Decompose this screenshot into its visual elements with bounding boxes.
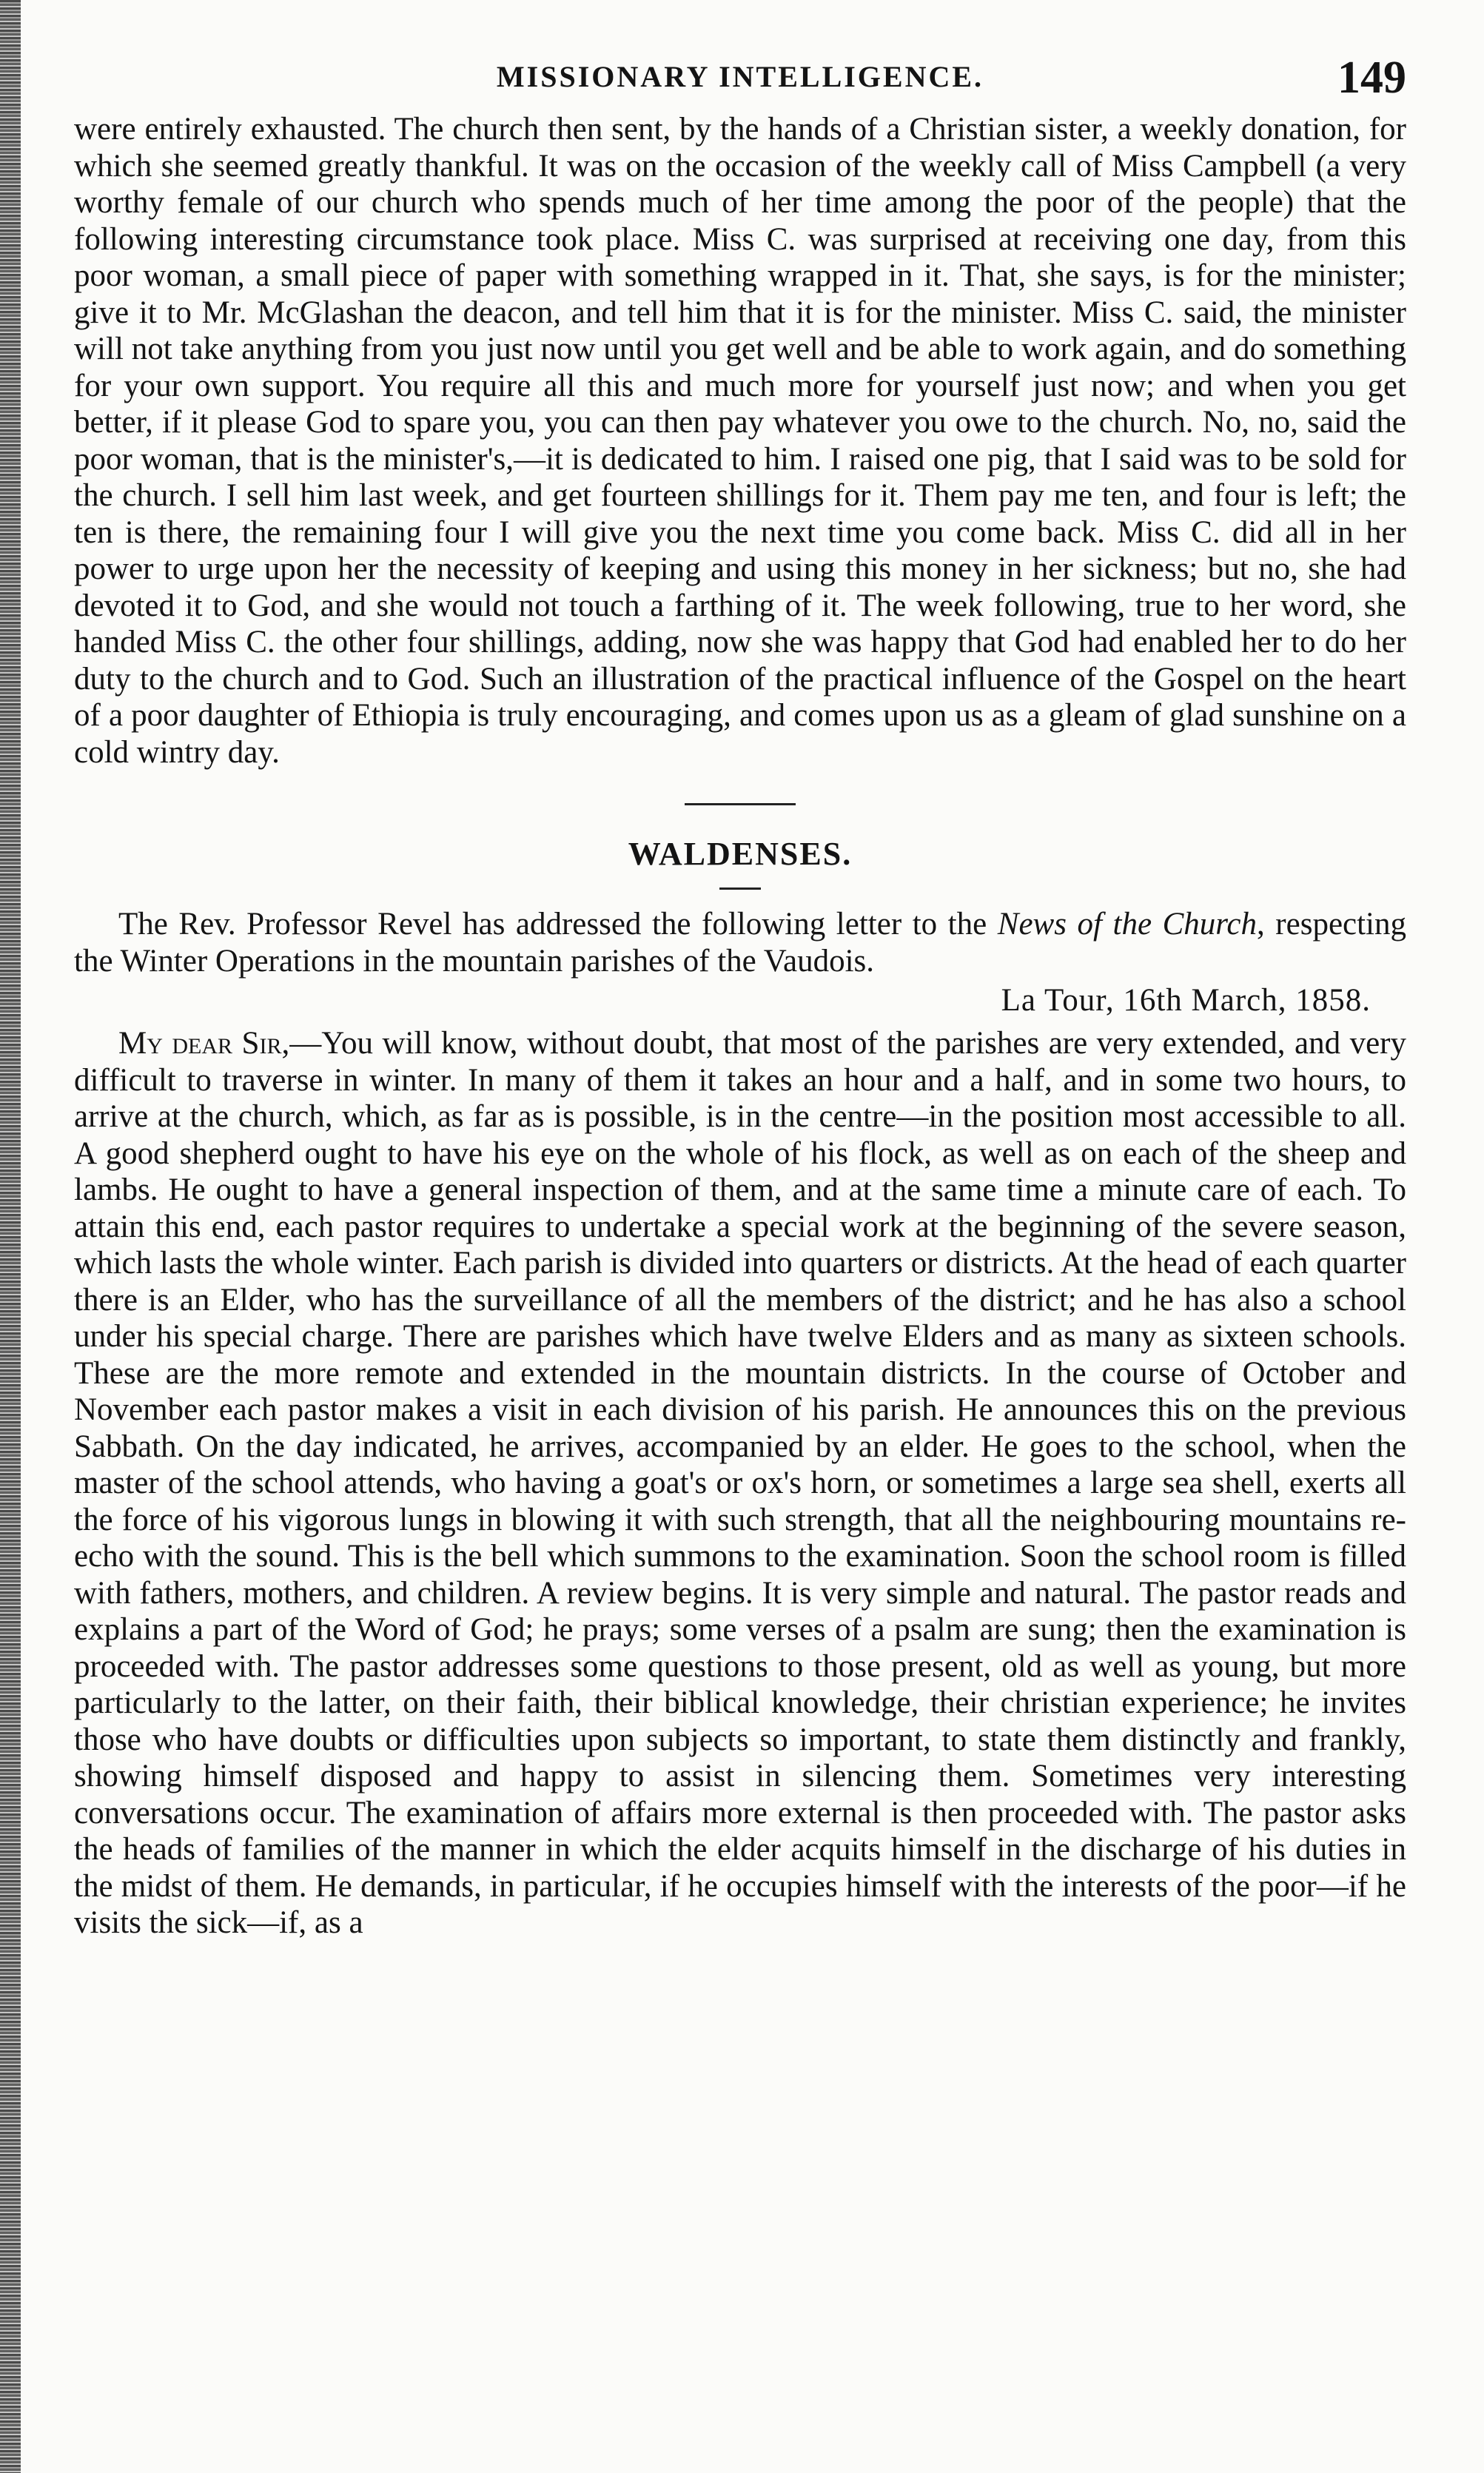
letter-body bbox=[74, 1025, 1406, 1942]
heading-underline bbox=[719, 887, 761, 890]
section-intro bbox=[74, 906, 1406, 979]
letter-text: —You will know, without doubt, that most of the parishes are very extended, and very difficult to traverse in winter. In many of them it takes an hour and a half, and in some two hours, to arrive at the church, which, as far as is possible, is in the centre—in the position most accessible to all. A good shepherd ought to have his eye on the whole of his flock, as well as on each of the sheep and lambs. He ought to have a general inspection of them, and at the same time a minute care of each. To attain this end, each pastor requires to undertake a special work at the beginning of the severe season, which lasts the whole winter. Each parish is divided into quarters or districts. At the head of each quarter there is an Elder, who has the surveillance of all the members of the district; and he has also a school under his special charge. There are parishes which have twelve Elders and as many as sixteen schools. These are the more remote and extended in the mountain districts. In the course of October and November each pastor makes a visit in each division of his parish. He announces this on the previous Sabbath. On the day indicated, he arrives, accompanied by an elder. He goes to the school, when the master of the school attends, who having a goat's or ox's horn, or sometimes a large sea shell, exerts all the force of his vigorous lungs in blowing it with such strength, that all the neighbouring mountains re-echo with the sound. This is the bell which summons to the examination. Soon the school room is filled with fathers, mothers, and children. A review begins. It is very simple and natural. The pastor reads and explains a part of the Word of God; he prays; some verses of a psalm are sung; then the examination is proceeded with. The pastor addresses some questions to those present, old as well as young, but more particularly to the latter, on their faith, their biblical knowledge, their christian experience; he invites those who have doubts or difficulties upon subjects so important, to state them distinctly and frankly, showing himself disposed and happy to assist in silencing them. Sometimes very interesting conversations occur. The examination of affairs more external is then proceeded with. The pastor asks the heads of families of the manner in which the elder acquits himself in the discharge of his duties in the midst of them. He demands, in particular, if he occupies himself with the interests of the poor—if he visits the sick—if, as a bbox=[74, 1026, 1406, 1940]
page-number: 149 bbox=[1337, 53, 1406, 103]
running-head bbox=[74, 52, 1406, 111]
section-divider bbox=[685, 803, 796, 805]
page-edge-shadow bbox=[0, 0, 21, 2473]
running-title: MISSIONARY INTELLIGENCE. bbox=[496, 60, 984, 93]
letter-dateline: La Tour, 16th March, 1858. bbox=[1001, 983, 1371, 1018]
intro-text: The Rev. Professor Revel has addressed the following letter to the bbox=[118, 907, 998, 942]
book-page bbox=[74, 52, 1406, 2443]
continuation-paragraph: were entirely exhausted. The church then sent, by the hands of a Christian sister, a weekly donation, for which she seemed greatly thankful. It was on the occasion of the weekly call of Miss Campbell (a very worthy female of our church who spends much of her time among the poor of the people) that the following interesting circumstance took place. Miss C. was surprised at receiving one day, from this poor woman, a small piece of paper with something wrapped in it. That, she says, is for the minister; give it to Mr. McGlashan the deacon, and tell him that it is for the minister. Miss C. said, the minister will not take anything from you just now until you get well and be able to work again, and do something for your own support. You require all this and much more for yourself just now; and when you get better, if it please God to spare you, you can then pay whatever you owe to the church. No, no, said the poor woman, that is the minister's,—it is dedicated to him. I raised one pig, that I said was to be sold for the church. I sell him last week, and get fourteen shillings for it. Them pay me ten, and four is left; the ten is there, the remaining four I will give you the next time you come back. Miss C. did all in her power to urge upon her the necessity of keeping and using this money in her sickness; but no, she had devoted it to God, and she would not touch a farthing of it. The week following, true to her word, she handed Miss C. the other four shillings, adding, now she was happy that God had enabled her to do her duty to the church and to God. Such an illustration of the practical influence of the Gospel on the heart of a poor daughter of Ethiopia is truly encouraging, and comes upon us as a gleam of glad sunshine on a cold wintry day. bbox=[74, 112, 1406, 770]
letter-salutation: My dear Sir, bbox=[118, 1026, 290, 1061]
intro-text-continued: , respecting the Winter Operations in the mountain parishes of the Vaudois. bbox=[74, 907, 1407, 979]
section-heading: WALDENSES. bbox=[628, 836, 853, 872]
publication-title: News of the Church bbox=[997, 907, 1257, 942]
